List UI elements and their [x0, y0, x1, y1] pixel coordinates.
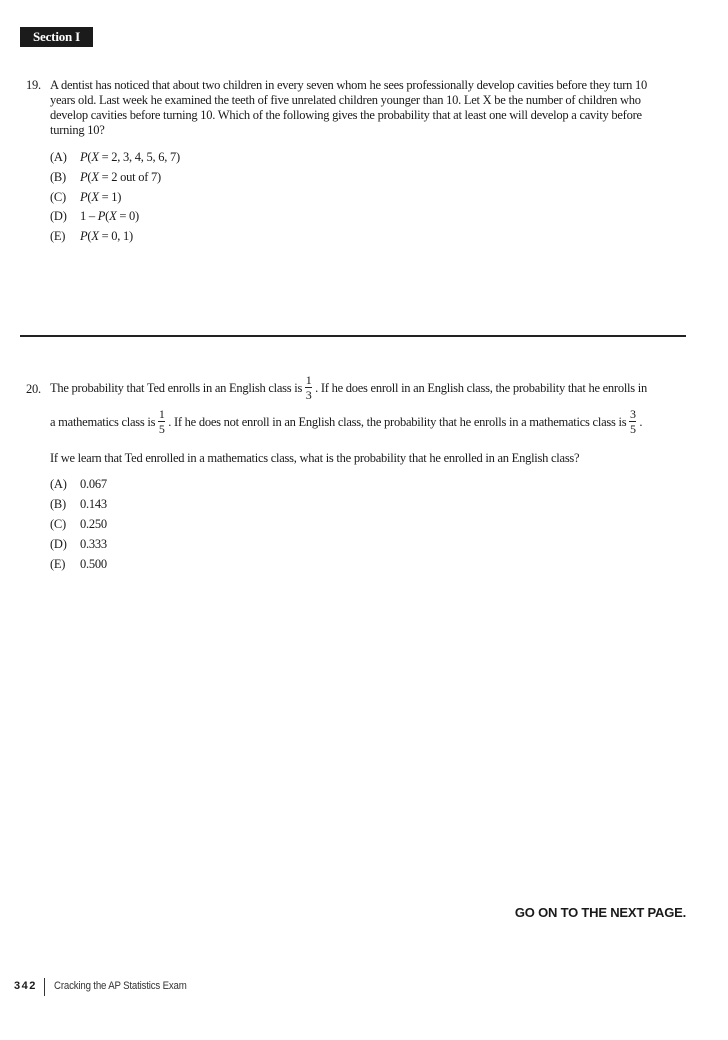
- answer-choice: [50, 497, 107, 512]
- choice-text: P: [97, 209, 106, 224]
- choice-text: (: [105, 209, 110, 224]
- answer-choice: [50, 537, 107, 552]
- choice-label: (A): [50, 150, 67, 164]
- book-title: Cracking the AP Statistics Exam: [54, 980, 187, 992]
- choice-text: P: [80, 169, 88, 184]
- choice-text: X: [91, 189, 99, 204]
- question-text-line: If we learn that Ted enrolled in a mathematics class, what is the probability that he enrolled in an English class?: [50, 451, 580, 465]
- choice-label: (B): [50, 169, 66, 184]
- choice-text: = 1): [98, 189, 122, 204]
- choice-text: = 2 out of 7): [98, 169, 161, 184]
- answer-choice: [50, 170, 161, 185]
- numerator: 1: [158, 406, 165, 421]
- divider: [20, 335, 686, 337]
- text: a mathematics class is: [50, 415, 156, 429]
- question-text-line: [50, 407, 642, 437]
- choice-text: 0.500: [80, 557, 107, 571]
- text: . If he does not enroll in an English class, the probability that he enrolls in a mathematics class is: [168, 415, 627, 429]
- numerator: 3: [629, 406, 636, 421]
- numerator: 1: [305, 372, 312, 387]
- choice-text: 0.333: [80, 537, 107, 551]
- choice-text: X: [91, 229, 99, 244]
- choice-label: (D): [50, 209, 67, 224]
- choice-text: (: [87, 229, 92, 244]
- choice-label: (C): [50, 189, 66, 204]
- answer-choice: [50, 150, 180, 165]
- footer-separator: [44, 978, 45, 996]
- answer-choice: [50, 477, 107, 492]
- choice-text: = 2, 3, 4, 5, 6, 7): [98, 150, 180, 164]
- choice-text: = 0): [116, 209, 139, 224]
- text: .: [639, 415, 643, 429]
- answer-choice: [50, 557, 107, 572]
- choice-label: (B): [50, 497, 66, 511]
- question-number: 20.: [26, 382, 41, 396]
- choice-text: P: [80, 189, 88, 204]
- question-text-line: A dentist has noticed that about two children in every seven whom he sees professionally develop cavities before they turn 10: [50, 78, 648, 92]
- choice-text: 1 –: [80, 209, 98, 224]
- answer-choice: [50, 229, 133, 244]
- fraction-one-third: [305, 374, 312, 401]
- choice-text: X: [91, 150, 99, 164]
- fraction-three-fifths: [629, 408, 636, 435]
- choice-text: P: [80, 229, 88, 244]
- choice-text: X: [109, 209, 117, 224]
- choice-text: 0.067: [80, 477, 107, 491]
- section-badge: Section I: [20, 27, 93, 47]
- choice-label: (E): [50, 557, 66, 571]
- fraction-one-fifth: [158, 408, 165, 435]
- question-text-line: years old. Last week he examined the teeth of five unrelated children younger than 10. Let X be the number of children who: [50, 93, 641, 107]
- denominator: 5: [158, 421, 165, 436]
- choice-text: (: [87, 169, 92, 184]
- choice-label: (E): [50, 229, 66, 244]
- denominator: 5: [629, 421, 636, 436]
- choice-text: 0.250: [80, 517, 107, 531]
- choice-text: X: [91, 169, 99, 184]
- choice-label: (A): [50, 477, 67, 491]
- answer-choice: [50, 517, 107, 532]
- choice-text: (: [87, 150, 92, 164]
- question-text-line: develop cavities before turning 10. Which of the following gives the probability that at least one will develop a cavity before: [50, 108, 642, 122]
- question-number: 19.: [26, 78, 41, 92]
- question-text-line: [50, 373, 647, 403]
- choice-text: (: [87, 189, 92, 204]
- text: The probability that Ted enrolls in an English class is: [50, 381, 303, 395]
- choice-text: P: [80, 150, 88, 164]
- page-number: 342: [14, 980, 37, 992]
- answer-choice: [50, 209, 139, 224]
- question-text-line: turning 10?: [50, 123, 105, 137]
- choice-text: = 0, 1): [98, 229, 133, 244]
- go-on-notice: GO ON TO THE NEXT PAGE.: [514, 905, 686, 920]
- answer-choice: [50, 190, 121, 205]
- choice-text: 0.143: [80, 497, 107, 511]
- choice-label: (D): [50, 537, 67, 551]
- text: . If he does enroll in an English class, the probability that he enrolls in: [315, 381, 647, 395]
- denominator: 3: [305, 387, 312, 402]
- choice-label: (C): [50, 517, 66, 531]
